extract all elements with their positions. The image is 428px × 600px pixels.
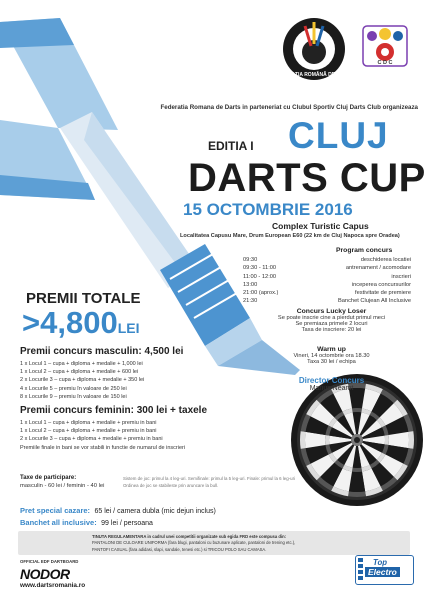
men-prizes-title: Premii concurs masculin: 4,500 lei [20, 346, 184, 357]
prize-item: 2 x Locurile 3 – cupa + diploma + medalie + premiu in bani [20, 436, 163, 443]
banquet-price [20, 512, 153, 530]
prizes-total-amount [22, 305, 139, 341]
event-date: 15 OCTOMBRIE 2016 [183, 200, 353, 219]
program-time: 13:00 [243, 281, 258, 288]
director-section [244, 376, 419, 392]
venue-name: Complex Turistic Capus [272, 221, 369, 231]
fees-label: Taxe de participare: [20, 475, 77, 481]
prize-item: Premiile finale in bani se vor stabili in functie de numarul de inscrieri [20, 444, 186, 451]
prizes-amount-currency: LEI [117, 320, 140, 336]
sponsor-logo-nodor: NODOR [20, 566, 70, 582]
dartboard [291, 374, 423, 506]
club-logo [357, 18, 413, 74]
program-time: 21:00 (aprox.) [243, 290, 279, 297]
lucky-loser-line: Taxa de inscriere: 20 lei [301, 327, 362, 333]
lucky-loser-title: Concurs Lucky Loser [296, 308, 367, 315]
program-row [243, 297, 419, 305]
partner-name-line2: Electro [365, 567, 400, 577]
lucky-loser-line: Se premiaza primele 2 locuri [295, 321, 368, 327]
regulation-line: PANTALONI DE CULOARE UNIFORMA (fara blugi, pantaloni cu buzunare aplicate, pantaloni de trening etc.), [92, 540, 296, 546]
intro-text: Federatia Romana de Darts in parteneriat cu Clubul Sportiv Cluj Darts Club organizeaza [160, 104, 418, 111]
director-title: Director Concurs [298, 376, 365, 385]
prize-item: 1 x Locul 2 – cupa + diploma + medalie + 600 lei [20, 369, 139, 376]
partner-name-line1: Top [373, 558, 387, 567]
dartboard-triple-ring [385, 435, 389, 445]
program-time: 21:30 [243, 298, 258, 305]
dart-flight-upper-edge [0, 18, 74, 48]
warm-up-section [244, 346, 419, 365]
program-list [243, 256, 419, 306]
lucky-loser-section [244, 308, 419, 333]
program-activity: antrenament / acomodare [345, 265, 411, 272]
accommodation-value: 65 lei / camera dubla (mic dejun inclus) [94, 508, 216, 515]
program-time: 11:00 - 12:00 [243, 273, 277, 280]
partner-logo-stripes [358, 558, 363, 580]
program-row [243, 281, 419, 289]
program-activity: Banchet Clujean All Inclusive [337, 298, 411, 305]
program-title: Program concurs [336, 247, 393, 254]
program-row [243, 273, 419, 281]
dartboard-double-ring [348, 491, 366, 497]
title-cluj: CLUJ [288, 115, 389, 156]
club-logo-text: C D C [377, 60, 393, 66]
prizes-total-label: PREMII TOTALE [26, 290, 141, 307]
director-name: Marius Neamt [309, 385, 354, 392]
website-link[interactable]: www.dartsromania.ro [20, 582, 86, 589]
dart-shaft-shade [84, 112, 200, 276]
dartboard-triple-ring [325, 435, 329, 445]
prize-item: 2 x Locurile 3 – cupa + diploma + medalie + 350 lei [20, 377, 145, 384]
program-activity: inscrieri [391, 273, 411, 280]
game-system-line: Ordinea de joc se stabileste prin aruncare la bull. [123, 483, 219, 488]
men-prizes-list [20, 360, 144, 401]
prize-item: 8 x Locurile 9 – premiu în valoare de 150 lei [20, 393, 127, 400]
women-prizes-list [20, 419, 185, 452]
prizes-amount-value: >4,800 [22, 305, 118, 340]
dartboard-triple-ring [352, 408, 362, 412]
banquet-label: Banchet all inclusive: [20, 518, 97, 527]
game-system-note [123, 475, 295, 489]
dartboard-double-ring [408, 431, 414, 449]
prize-item: 4 x Locurile 5 – premiu în valoare de 250 lei [20, 385, 127, 392]
prize-item: 1 x Locul 1 – cupa + diploma + medalie + 1,000 lei [20, 361, 143, 367]
fees-value: masculin - 60 lei / feminin - 40 lei [20, 483, 105, 489]
accommodation-label: Pret special cazare: [20, 506, 91, 515]
program-row [243, 264, 419, 272]
prize-item: 1 x Locul 2 – cupa + diploma + medalie + premiu in bani [20, 428, 157, 435]
dartboard-triple-ring [352, 468, 362, 472]
warm-up-line: Taxa 30 lei / echipa [307, 359, 356, 365]
title-darts-cup: DARTS CUP [188, 156, 426, 200]
program-row [243, 289, 419, 297]
regulations-text [92, 534, 392, 553]
edition-label: EDITIA I [208, 139, 254, 153]
federation-logo-text: FEDERAȚIA ROMÂNĂ DE DARTS [274, 72, 354, 78]
regulation-line: PANTOFI CASUAL (fara adidasi, slapi, sandale, tenesi etc.) si TRICOU POLO SAU CAMASA. [92, 546, 267, 552]
program-activity: festivitate de premiere [355, 290, 411, 297]
dartboard-double-ring [300, 431, 306, 449]
lucky-loser-line: Se poate inscrie cine a pierdut primul meci [277, 315, 386, 321]
sponsor-label: OFFICIAL EDF DARTBOARD [20, 559, 79, 564]
game-system-line: Sistem de joc: primul la 4 leg-uri. Semifinale: primul la 5 leg-uri. Finale: primul la 6 leg-uri [123, 476, 296, 481]
warm-up-line: Vineri, 14 octombrie ora 18.30 [293, 353, 370, 359]
federation-logo [274, 16, 354, 82]
venue-address: Localitatea Capusu Mare, Drum European E60 (22 km de Cluj Napoca spre Oradea) [180, 233, 400, 239]
program-activity: deschiderea locatiei [360, 257, 411, 263]
banquet-value: 99 lei / persoana [101, 520, 153, 527]
program-activity: inceperea concursurilor [351, 281, 411, 288]
program-time: 09:30 [243, 257, 258, 263]
program-row [243, 256, 419, 264]
women-prizes-title: Premii concurs feminin: 300 lei + taxele [20, 405, 208, 416]
program-time: 09:30 - 11:00 [243, 265, 277, 272]
regulation-line: TINUTA REGULAMENTARA in cadrul unei competitii organizate sub egida FRD este compusa din: [92, 534, 287, 539]
prize-item: 1 x Locul 1 – cupa + diploma + medalie + premiu in bani [20, 420, 157, 426]
warm-up-title: Warm up [317, 346, 346, 353]
